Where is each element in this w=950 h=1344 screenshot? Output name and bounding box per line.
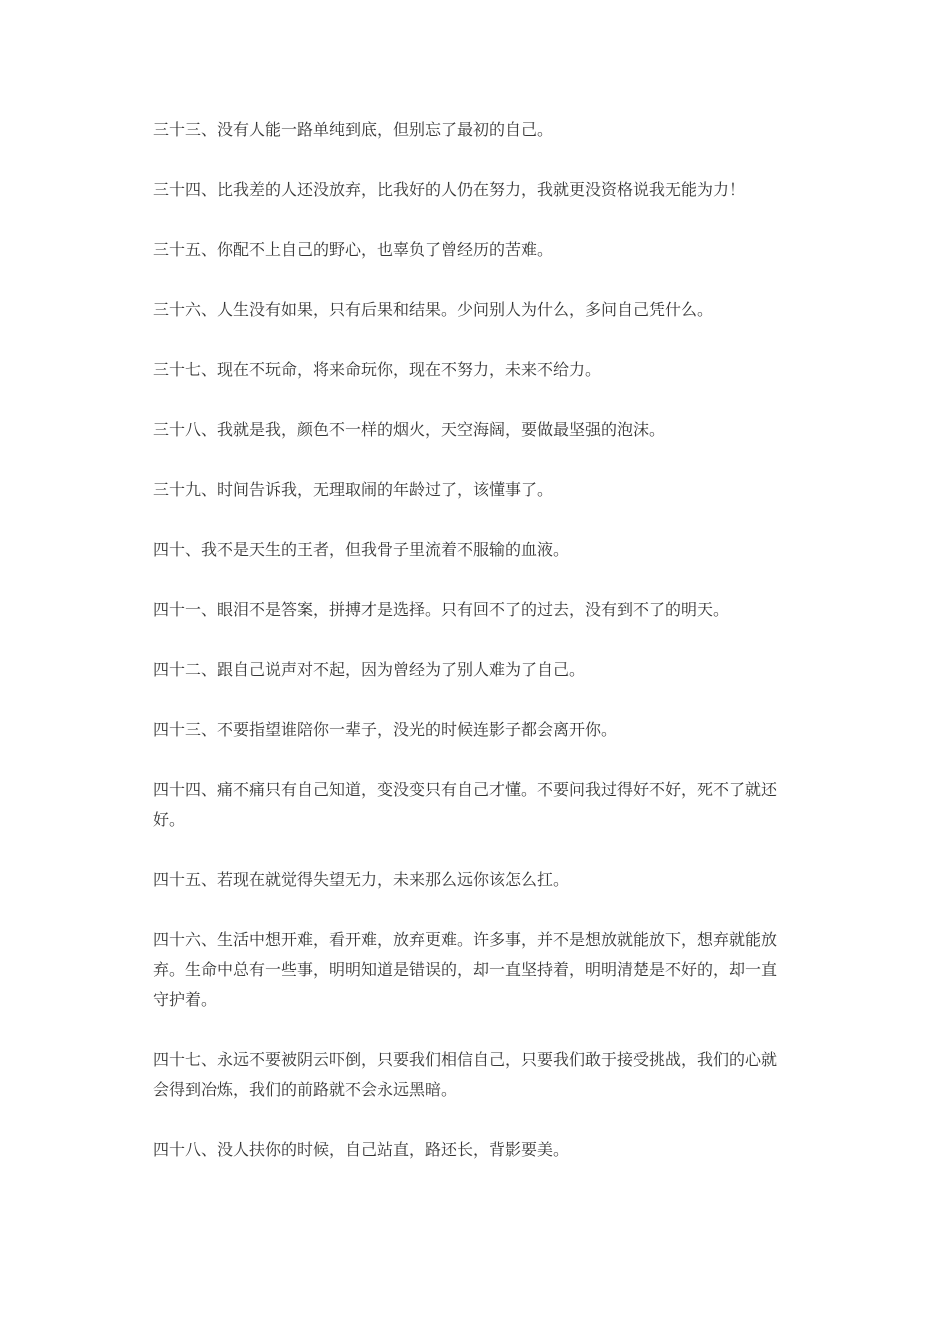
- quote-35: 三十五、你配不上自己的野心，也辜负了曾经历的苦难。: [153, 240, 554, 259]
- quote-34: 三十四、比我差的人还没放弃，比我好的人仍在努力，我就更没资格说我无能为力！: [153, 180, 746, 199]
- quote-46: 四十六、生活中想开难，看开难，放弃更难。许多事，并不是想放就能放下，想弃就能放弃。生命中总有一些事，明明知道是错误的，却一直坚持着，明明清楚是不好的，却一直守护着。: [153, 930, 778, 1009]
- quote-40: 四十、我不是天生的王者，但我骨子里流着不服输的血液。: [153, 540, 570, 559]
- quote-39: 三十九、时间告诉我，无理取闹的年龄过了，该懂事了。: [153, 480, 554, 499]
- quote-33: 三十三、没有人能一路单纯到底，但别忘了最初的自己。: [153, 120, 554, 139]
- quote-38: 三十八、我就是我，颜色不一样的烟火，天空海阔，要做最坚强的泡沫。: [153, 420, 666, 439]
- quote-41: 四十一、眼泪不是答案，拼搏才是选择。只有回不了的过去，没有到不了的明天。: [153, 600, 730, 619]
- quote-42: 四十二、跟自己说声对不起，因为曾经为了别人难为了自己。: [153, 660, 586, 679]
- quote-43: 四十三、不要指望谁陪你一辈子，没光的时候连影子都会离开你。: [153, 720, 618, 739]
- quote-47: 四十七、永远不要被阴云吓倒，只要我们相信自己，只要我们敢于接受挑战，我们的心就会得到冶炼，我们的前路就不会永远黑暗。: [153, 1050, 778, 1099]
- quote-37: 三十七、现在不玩命，将来命玩你，现在不努力，未来不给力。: [153, 360, 602, 379]
- quote-48: 四十八、没人扶你的时候，自己站直，路还长，背影要美。: [153, 1140, 570, 1159]
- quote-45: 四十五、若现在就觉得失望无力，未来那么远你该怎么扛。: [153, 870, 570, 889]
- quote-44: 四十四、痛不痛只有自己知道，变没变只有自己才懂。不要问我过得好不好，死不了就还好。: [153, 780, 778, 829]
- quote-36: 三十六、人生没有如果，只有后果和结果。少问别人为什么，多问自己凭什么。: [153, 300, 714, 319]
